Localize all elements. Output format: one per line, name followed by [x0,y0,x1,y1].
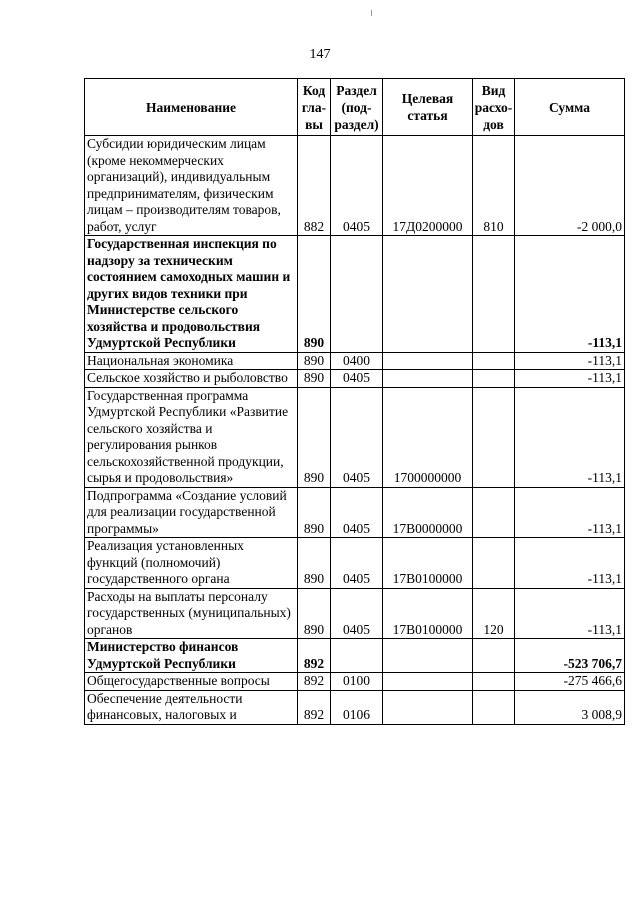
cell-section: 0400 [331,352,383,370]
cell-sum: -2 000,0 [515,136,625,236]
cell-type [473,639,515,673]
page-number: 147 [309,47,331,62]
cell-name: Реализация установленных функций (полномочий) государственного органа [85,538,298,589]
cell-sum: -523 706,7 [515,639,625,673]
header-type [473,79,515,136]
cell-code: 890 [298,538,331,589]
cell-section: 0405 [331,538,383,589]
cell-target [383,690,473,724]
cell-type [473,487,515,538]
cell-section: 0106 [331,690,383,724]
cell-section: 0405 [331,387,383,487]
table-row [85,136,625,236]
cell-section [331,236,383,353]
cell-name: Расходы на выплаты персоналу государственных (муниципальных) органов [85,588,298,639]
cell-target [383,673,473,691]
table-header-row [85,79,625,136]
cell-target [383,370,473,388]
cell-code: 882 [298,136,331,236]
cell-sum: -113,1 [515,236,625,353]
cell-name: Сельское хозяйство и рыболовство [85,370,298,388]
header-sum: Сумма [515,79,625,136]
cell-target: 17В0000000 [383,487,473,538]
cell-section: 0405 [331,487,383,538]
cell-code: 890 [298,370,331,388]
cell-name: Общегосударственные вопросы [85,673,298,691]
cell-name: Субсидии юридическим лицам (кроме некоммерческих организаций), индивидуальным предпринимателям, физическим лицам – производителям товаров, работ, услуг [85,136,298,236]
header-target-text: Целевая статья [401,91,454,123]
table-row [85,370,625,388]
table-row [85,538,625,589]
scan-mark [371,10,372,16]
cell-code: 890 [298,588,331,639]
cell-type [473,352,515,370]
cell-target [383,352,473,370]
cell-code: 890 [298,236,331,353]
cell-type [473,370,515,388]
cell-sum: -113,1 [515,387,625,487]
table-row [85,387,625,487]
table-row [85,673,625,691]
cell-section: 0405 [331,136,383,236]
cell-name: Подпрограмма «Создание условий для реализации государственной программы» [85,487,298,538]
cell-type [473,673,515,691]
header-section [331,79,383,136]
cell-sum: -113,1 [515,487,625,538]
budget-table [84,78,625,725]
cell-code: 890 [298,352,331,370]
cell-type [473,538,515,589]
cell-target [383,639,473,673]
cell-target: 17Д0200000 [383,136,473,236]
table-row [85,690,625,724]
cell-sum: 3 008,9 [515,690,625,724]
table-row [85,588,625,639]
cell-name: Национальная экономика [85,352,298,370]
header-type-text: Вид расхо- дов [474,82,513,132]
cell-sum: -113,1 [515,588,625,639]
cell-section: 0100 [331,673,383,691]
table-row [85,352,625,370]
header-section-text: Раздел (под- раздел) [334,82,379,132]
cell-code: 890 [298,487,331,538]
header-name: Наименование [85,79,298,136]
cell-target: 1700000000 [383,387,473,487]
table-row [85,236,625,353]
cell-name: Обеспечение деятельности финансовых, налоговых и [85,690,298,724]
cell-section: 0405 [331,588,383,639]
cell-section: 0405 [331,370,383,388]
cell-type: 810 [473,136,515,236]
cell-section [331,639,383,673]
cell-target [383,236,473,353]
cell-type: 120 [473,588,515,639]
cell-sum: -113,1 [515,370,625,388]
cell-name: Государственная программа Удмуртской Республики «Развитие сельского хозяйства и регулирования рынков сельскохозяйственной продукции, сырья и продовольствия» [85,387,298,487]
cell-code: 892 [298,639,331,673]
cell-sum: -113,1 [515,538,625,589]
cell-type [473,387,515,487]
cell-target: 17В0100000 [383,588,473,639]
cell-type [473,236,515,353]
header-target [383,79,473,136]
cell-name: Государственная инспекция по надзору за техническим состоянием самоходных машин и других видов техники при Министерстве сельского хозяйства и продовольствия Удмуртской Республики [85,236,298,353]
cell-code: 892 [298,690,331,724]
table-row [85,487,625,538]
cell-target: 17В0100000 [383,538,473,589]
table-row [85,639,625,673]
cell-name: Министерство финансов Удмуртской Республики [85,639,298,673]
cell-code: 892 [298,673,331,691]
cell-sum: -113,1 [515,352,625,370]
cell-code: 890 [298,387,331,487]
header-code-text: Код гла- вы [301,82,327,132]
header-code [298,79,331,136]
cell-sum: -275 466,6 [515,673,625,691]
cell-type [473,690,515,724]
